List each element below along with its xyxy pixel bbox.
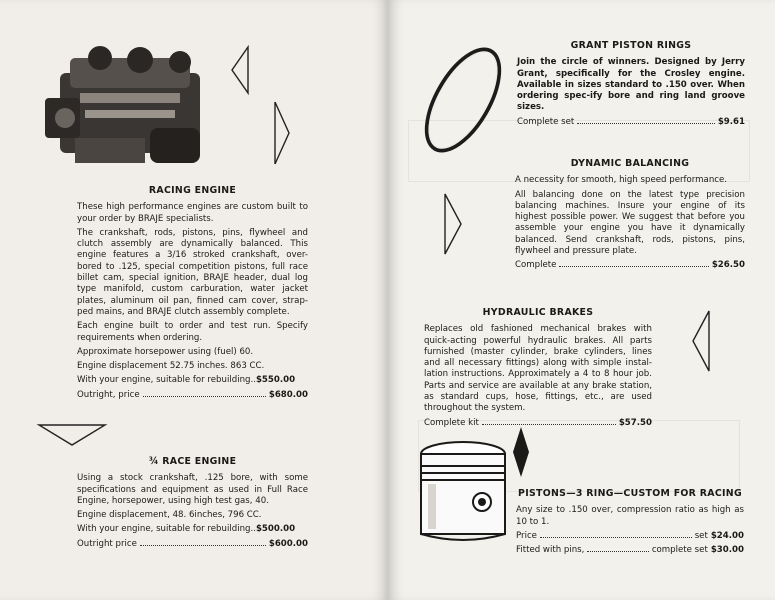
piston-drawing bbox=[418, 440, 508, 550]
price-amount: $9.61 bbox=[717, 116, 745, 127]
paragraph: The crankshaft, rods, pistons, pins, flywheel and clutch assembly are dynamically balanced. This engine features a 3/16 stroked crankshaft, over-bored to .125, special competition pistons, full race billet cam, special ignition, BRAJE header, dual log type manifold, custom carburation, water jacket plates, aluminum oil pan, finned cam cover, strap-ped mains, and BRAJE clutch assembly complete. bbox=[77, 227, 308, 317]
price-label: Complete set bbox=[517, 116, 575, 127]
price-row bbox=[424, 418, 652, 429]
price-label: Price bbox=[516, 530, 537, 541]
piston-rings-section bbox=[517, 40, 745, 131]
arrow-icon bbox=[230, 45, 250, 95]
paragraph: All balancing done on the latest type precision balancing machines. Insure your engine of its highest possible power. We suggest that before you assemble your engine you have it dynamically balanced. Send crankshaft, rods, pistons, pins, flywheel and pressure plate. bbox=[515, 189, 745, 257]
racing-engine-title: RACING ENGINE bbox=[148, 185, 237, 196]
price-label: Fitted with pins, bbox=[516, 545, 585, 556]
right-page bbox=[388, 0, 775, 600]
paragraph: Join the circle of winners. Designed by Jerry Grant, specifically for the Crosley engine. Available in sizes standard to .150 over. When ordering spec-ify bore and ring land groove sizes. bbox=[517, 57, 745, 113]
price-row bbox=[77, 375, 308, 386]
price-row bbox=[77, 539, 308, 550]
piston-ring-drawing bbox=[418, 40, 508, 160]
paragraph: Any size to .150 over, compression ratio as high as 10 to 1. bbox=[516, 505, 744, 527]
price-row bbox=[516, 545, 744, 556]
paragraph: Engine displacement, 48. 6inches, 796 CC. bbox=[77, 510, 262, 521]
three-quarter-engine-title: ¾ RACE ENGINE bbox=[148, 456, 237, 467]
price-suffix: complete set bbox=[651, 545, 708, 556]
price-suffix: set bbox=[694, 530, 708, 541]
price-amount: $26.50 bbox=[711, 260, 745, 271]
pistons-title: PISTONS—3 RING—CUSTOM FOR RACING bbox=[518, 488, 742, 499]
paragraph: Approximate horsepower using (fuel) 60. bbox=[77, 346, 254, 357]
arrow-icon bbox=[273, 102, 291, 164]
price-amount: $500.00 bbox=[255, 524, 296, 535]
arrow-icon bbox=[692, 310, 710, 372]
paragraph: Engine displacement 52.75 inches. 863 CC. bbox=[77, 361, 265, 372]
arrow-icon bbox=[444, 193, 462, 255]
hydraulic-brakes-title: HYDRAULIC BRAKES bbox=[482, 307, 594, 318]
price-label: Outright price bbox=[77, 538, 137, 549]
paragraph: A necessity for smooth, high speed performance. bbox=[515, 175, 728, 186]
price-label: Complete bbox=[515, 260, 557, 271]
arrow-icon bbox=[513, 427, 529, 477]
price-amount: $30.00 bbox=[710, 545, 744, 556]
dynamic-balancing-section bbox=[515, 158, 745, 275]
price-row bbox=[516, 531, 744, 542]
dynamic-balancing-title: DYNAMIC BALANCING bbox=[570, 158, 690, 169]
price-amount: $57.50 bbox=[618, 417, 652, 428]
hydraulic-brakes-section bbox=[424, 307, 652, 432]
price-row bbox=[77, 390, 308, 401]
price-row bbox=[77, 524, 308, 535]
paragraph: These high performance engines are custom built to your order by BRAJE specialists. bbox=[77, 202, 308, 224]
price-amount: $680.00 bbox=[268, 389, 308, 400]
three-quarter-engine-section bbox=[77, 456, 308, 553]
price-label: With your engine, suitable for rebuilding.. bbox=[77, 524, 256, 535]
price-row bbox=[515, 260, 745, 271]
paragraph: Replaces old fashioned mechanical brakes with quick-acting powerful hydraulic brakes. All parts furnished (master cylinder, brake cylinders, lines and all necessary fittings) along with simple instal-lation instructions. Approximately a 4 to 8 hour job. Parts and service are available at any brake station, as standard cups, hose, fittings, etc., are used throughout the system. bbox=[424, 324, 652, 414]
paragraph: Each engine built to order and test run. Specify requirements when ordering. bbox=[77, 321, 308, 343]
price-label: Outright, price bbox=[77, 389, 140, 400]
price-row bbox=[517, 117, 745, 128]
racing-engine-section bbox=[77, 185, 308, 404]
price-amount: $550.00 bbox=[255, 375, 296, 386]
piston-rings-title: GRANT PISTON RINGS bbox=[570, 40, 692, 51]
engine-photo bbox=[40, 38, 210, 178]
price-amount: $24.00 bbox=[710, 530, 744, 541]
price-label: Complete kit bbox=[424, 417, 479, 428]
pistons-section bbox=[516, 488, 744, 559]
price-label: With your engine, suitable for rebuilding.. bbox=[77, 375, 256, 386]
price-amount: $600.00 bbox=[268, 538, 308, 549]
paragraph: Using a stock crankshaft, .125 bore, with some specifications and equipment as used in Full Race Engine, horsepower, using high test gas, 40. bbox=[77, 473, 308, 506]
arrow-icon bbox=[38, 424, 106, 446]
